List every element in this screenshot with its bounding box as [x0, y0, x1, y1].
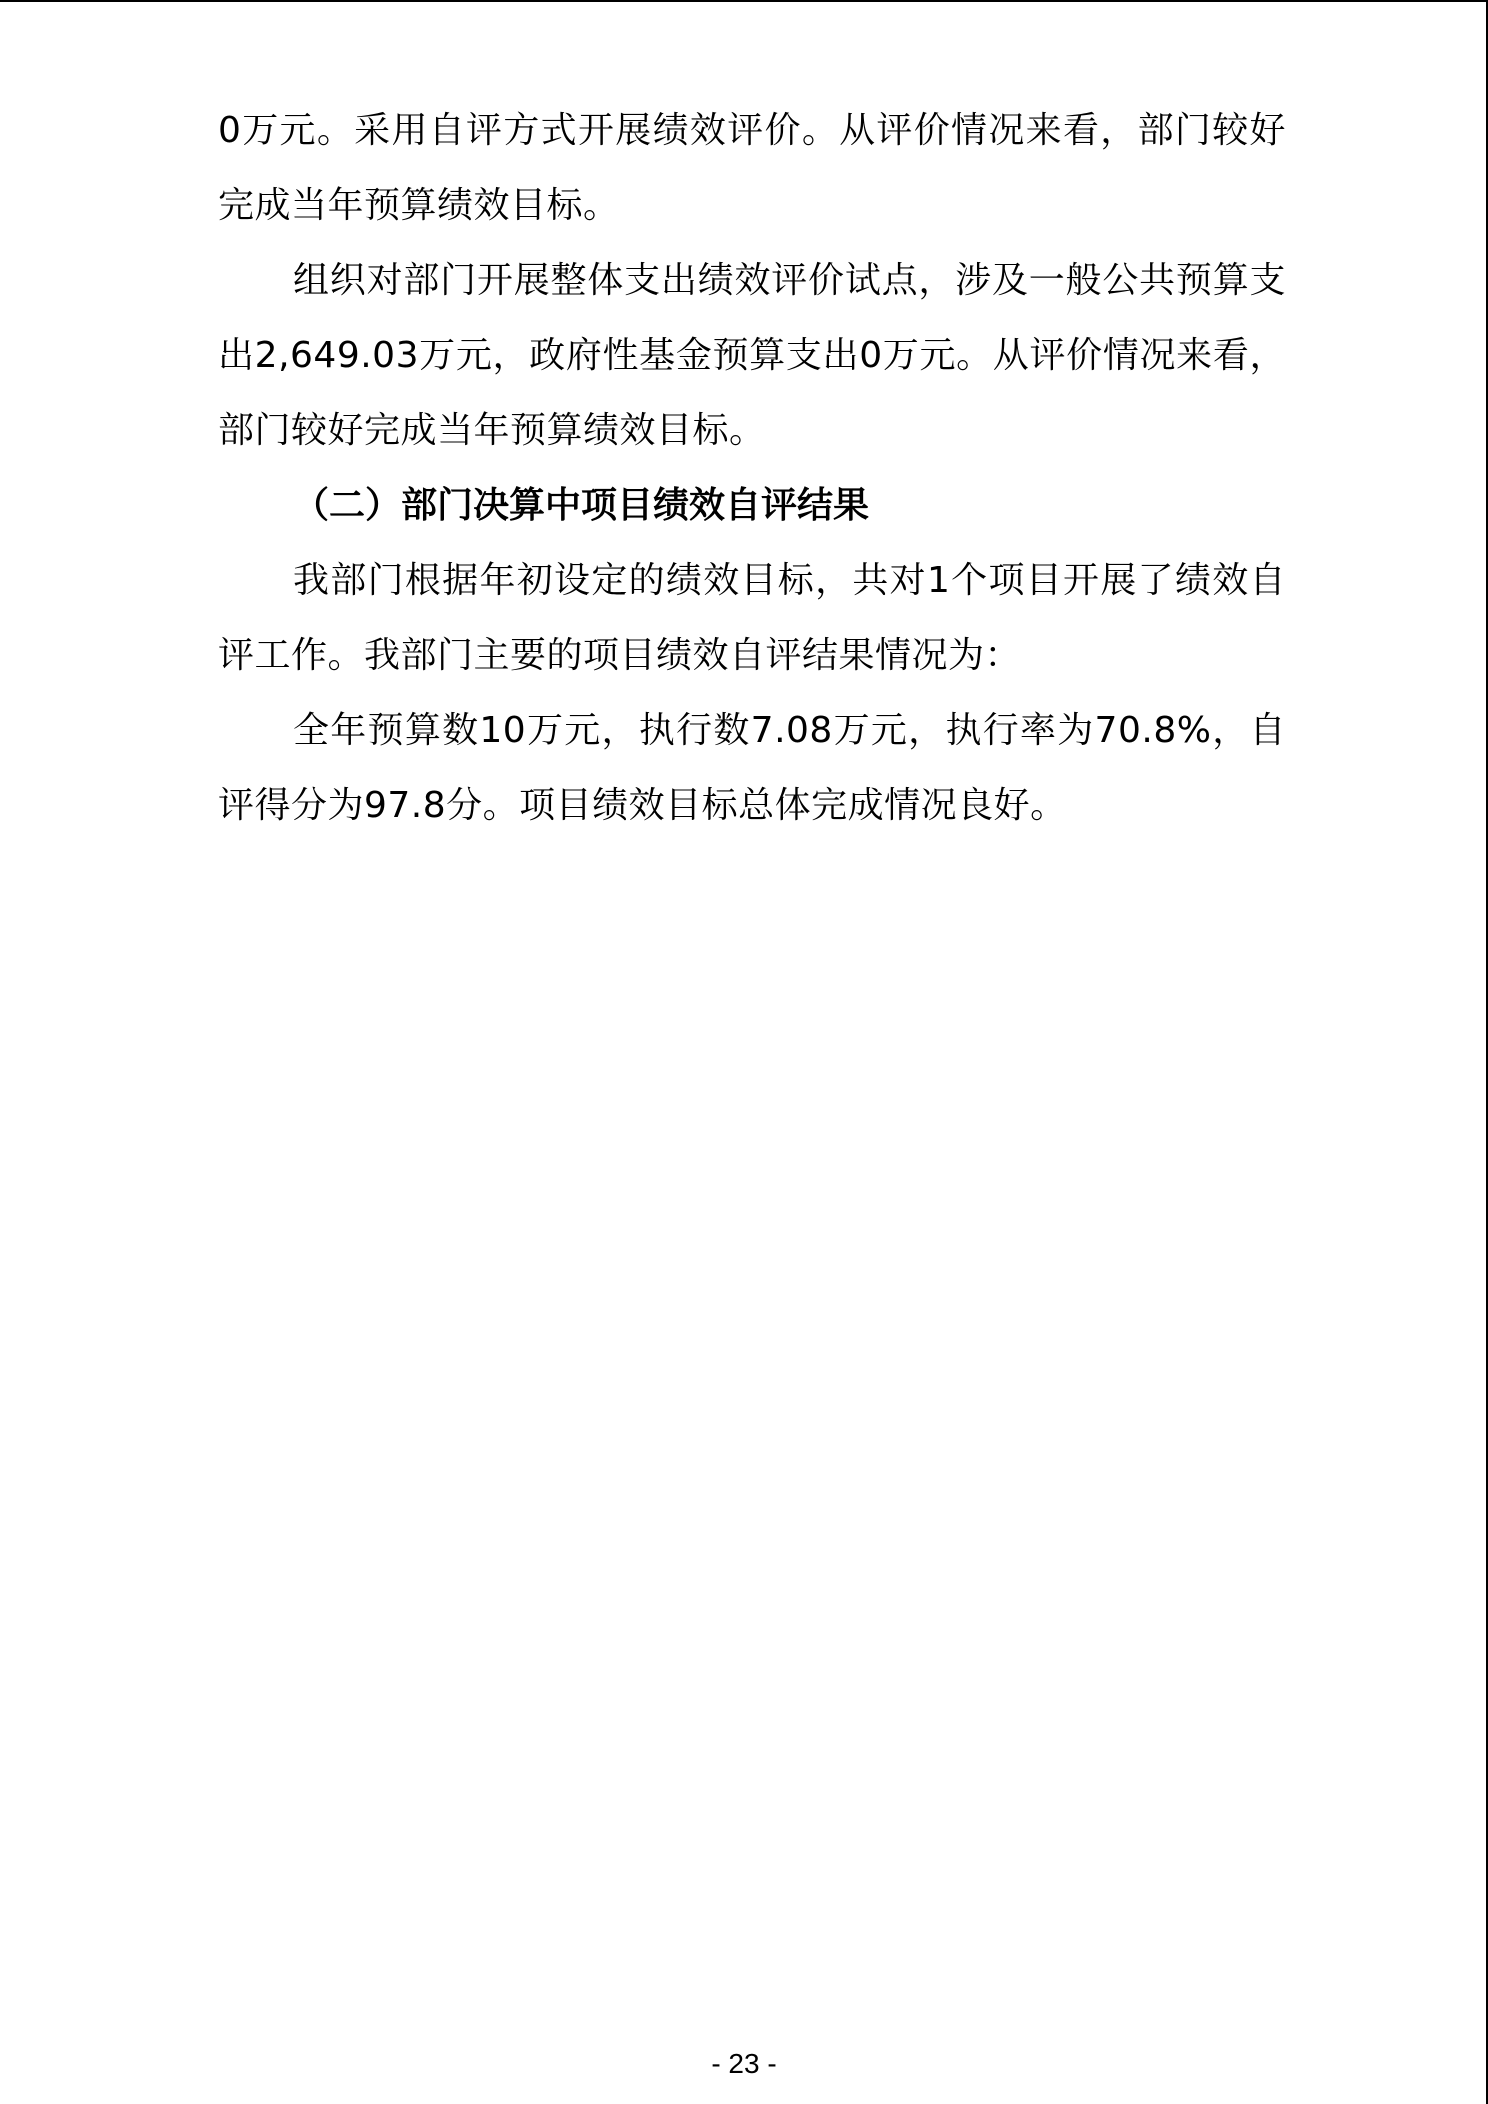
paragraph-project-self-evaluation: 我部门根据年初设定的绩效目标，共对1个项目开展了绩效自评工作。我部门主要的项目绩效自评结果情况为：	[218, 560, 1286, 676]
document-body	[218, 93, 1286, 843]
page-top-border	[0, 0, 1488, 2]
section-heading: （二）部门决算中项目绩效自评结果	[293, 485, 870, 526]
paragraph-continuation: 0万元。采用自评方式开展绩效评价。从评价情况来看，部门较好完成当年预算绩效目标。	[218, 110, 1286, 226]
paragraph-project-result: 全年预算数10万元，执行数7.08万元，执行率为70.8%，自评得分为97.8分。项目绩效目标总体完成情况良好。	[218, 710, 1286, 826]
page-number: - 23 -	[711, 2048, 777, 2079]
paragraph-overall-evaluation: 组织对部门开展整体支出绩效评价试点，涉及一般公共预算支出2,649.03万元，政府性基金预算支出0万元。从评价情况来看，部门较好完成当年预算绩效目标。	[218, 260, 1286, 451]
